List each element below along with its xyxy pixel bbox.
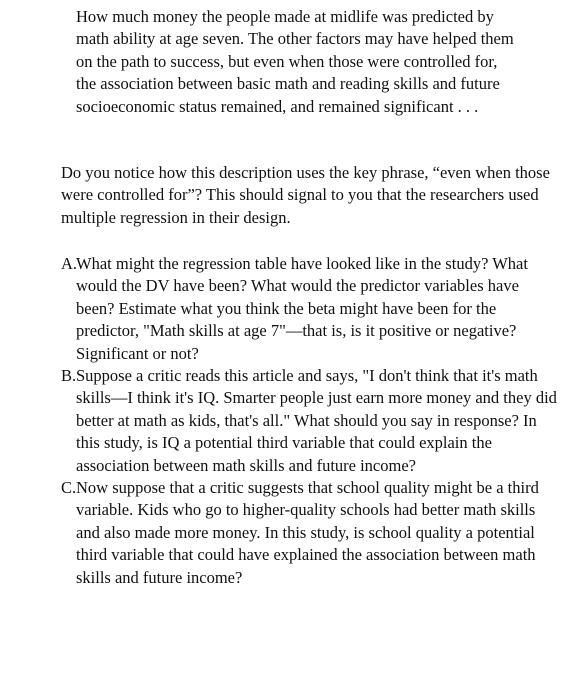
question-c-text: Now suppose that a critic suggests that school quality might be a third variable. Kids who go to higher-quality schools had better math skills and also made more money. In this study, is school quality a potential third variable that could have explained the association between math skills and future income? (76, 478, 539, 587)
question-b (61, 365, 561, 477)
question-c (61, 477, 561, 589)
question-a-letter: A. (61, 254, 78, 273)
question-b-text: Suppose a critic reads this article and says, "I don't think that it's math skills—I think it's IQ. Smarter people just earn more money and they did better at math as kids, that's all." What should you say in response? In this study, is IQ a potential third variable that could explain the association between math skills and future income? (76, 366, 557, 475)
question-c-letter: C. (61, 478, 77, 498)
quoted-excerpt: How much money the people made at midlife was predicted by math ability at age seven. The other factors may have helped them on the path to success, but even when those were controlled for, the association between basic math and reading skills and future socioeconomic status remained, and remained significant . . . (76, 7, 514, 116)
question-a-text: What might the regression table have looked like in the study? What would the DV have been? What would the predictor variables have been? Estimate what you think the beta might have been for the predictor, "Math skills at age 7"—that is, is it positive or negative? Significant or not? (76, 254, 528, 363)
question-b-letter: B. (61, 366, 77, 386)
question-a (61, 253, 561, 365)
commentary-paragraph: Do you notice how this description uses the key phrase, “even when those were controlled for”? This should signal to you that the researchers used multiple regression in their design. (61, 163, 550, 227)
question-list (61, 253, 561, 589)
